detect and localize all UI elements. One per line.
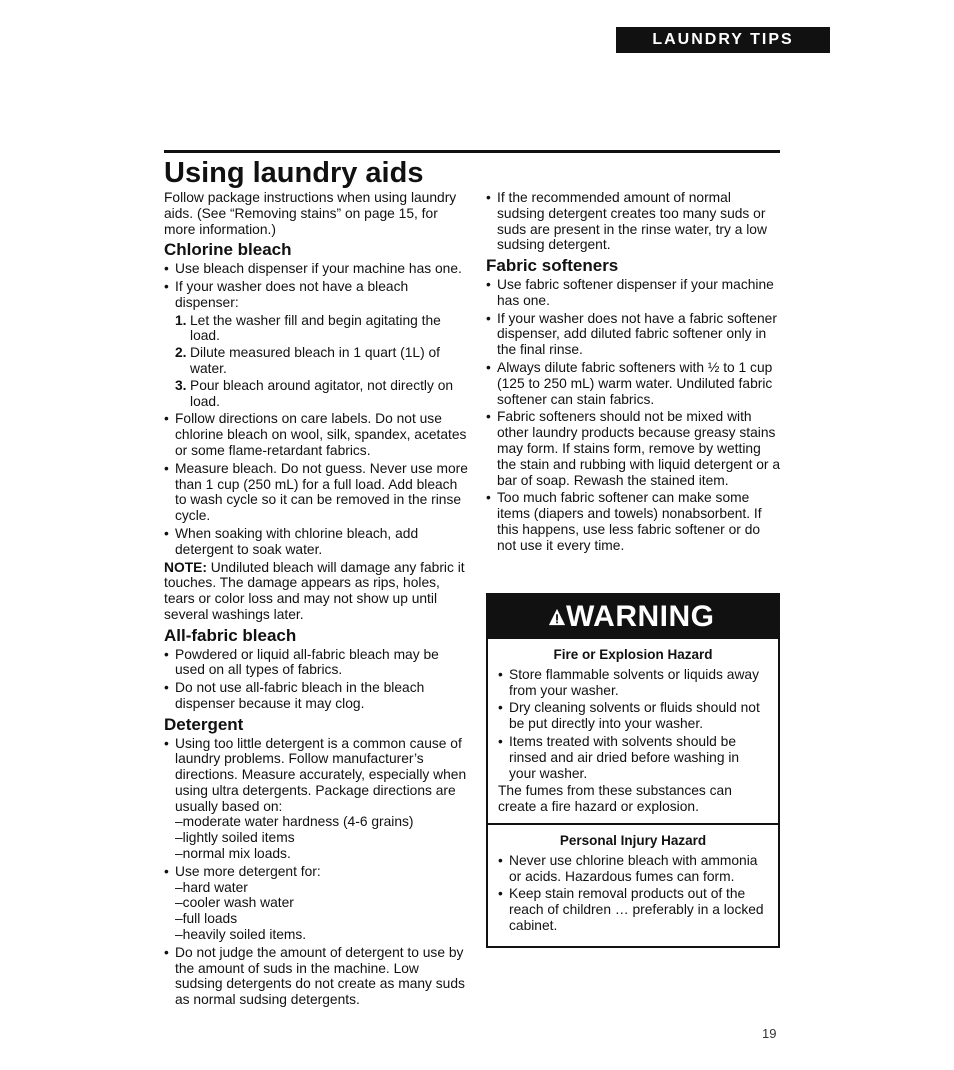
title-rule — [164, 150, 780, 153]
fire-hazard-text: The fumes from these substances can create a fire hazard or explosion. — [498, 783, 732, 815]
step-number: 1. — [175, 312, 187, 328]
hazard-divider — [488, 823, 778, 825]
step-item — [175, 378, 469, 410]
sub-item: –moderate water hardness (4-6 grains) — [175, 814, 414, 830]
injury-hazard-body — [488, 853, 778, 934]
list-item: • Use fabric softener dispenser if your machine has one. — [486, 277, 782, 309]
step-number: 2. — [175, 345, 187, 361]
step-text: Let the washer fill and begin agitating the load. — [190, 312, 441, 344]
step-item — [175, 313, 469, 345]
warning-box — [486, 593, 780, 948]
list-item-text: • Use more detergent for: — [175, 863, 321, 879]
injury-hazard-list — [498, 853, 768, 934]
warning-banner — [488, 595, 778, 639]
list-item: • If your washer does not have a fabric softener dispenser, add diluted fabric softener only in the final rinse. — [486, 311, 782, 358]
step-number: 3. — [175, 377, 187, 393]
list-item: • Keep stain removal products out of the reach of children … preferably in a locked cabinet. — [498, 886, 768, 933]
bleach-note — [164, 560, 469, 623]
list-item: • Measure bleach. Do not guess. Never use more than 1 cup (250 mL) for a full load. Add bleach to wash cycle so it can be removed in the rinse cycle. — [164, 461, 469, 524]
right-column — [486, 190, 782, 556]
list-item: • Do not use all-fabric bleach in the bleach dispenser because it may clog. — [164, 680, 469, 712]
fabric-softeners-heading: Fabric softeners — [486, 256, 619, 276]
note-text: Undiluted bleach will damage any fabric it touches. The damage appears as rips, holes, tears or color loss and may not show up until several washings later. — [164, 559, 465, 622]
detergent-continued-list — [486, 190, 782, 253]
list-item: • Items treated with solvents should be rinsed and air dried before washing in your washer. — [498, 734, 768, 781]
sub-item: –lightly soiled items — [175, 830, 295, 846]
list-item: • If your washer does not have a bleach dispenser: — [164, 279, 469, 311]
sub-item: –normal mix loads. — [175, 846, 291, 862]
detergent-heading: Detergent — [164, 714, 244, 734]
list-item: • If the recommended amount of normal sudsing detergent creates too many suds or suds are present in the rinse water, try a low sudsing detergent. — [486, 190, 782, 253]
chlorine-bleach-heading: Chlorine bleach — [164, 240, 292, 260]
detergent-list — [164, 736, 469, 1009]
list-item: • Fabric softeners should not be mixed with other laundry products because greasy stains may form. If stains form, remove by wetting the stain and rubbing with liquid detergent or a bar of soap. Rewash the stained item. — [486, 409, 782, 488]
list-item-text: • Using too little detergent is a common cause of laundry problems. Follow manufacturer’s directions. Measure accurately, especially when using ultra detergents. Package directions are usually based on: — [175, 735, 467, 814]
sub-item: –full loads — [175, 911, 238, 927]
note-label: NOTE: — [164, 559, 207, 575]
list-item: • Powdered or liquid all-fabric bleach may be used on all types of fabrics. — [164, 647, 469, 679]
sub-item: –hard water — [175, 879, 248, 895]
page-title: Using laundry aids — [164, 157, 424, 189]
step-item — [175, 345, 469, 377]
step-text: Dilute measured bleach in 1 quart (1L) of water. — [190, 345, 441, 376]
fire-hazard-title: Fire or Explosion Hazard — [553, 647, 713, 662]
sub-item: –heavily soiled items. — [175, 927, 307, 943]
list-item — [164, 736, 469, 862]
chlorine-list-a — [164, 261, 469, 310]
list-item: • Always dilute fabric softeners with ½ to 1 cup (125 to 250 mL) warm water. Undiluted fabric softener can stain fabrics. — [486, 360, 782, 407]
fabric-softeners-list — [486, 277, 782, 554]
injury-hazard-title: Personal Injury Hazard — [559, 832, 707, 848]
list-item: • Never use chlorine bleach with ammonia or acids. Hazardous fumes can form. — [498, 853, 768, 885]
fire-hazard-list — [498, 667, 768, 782]
warning-triangle-icon — [548, 607, 566, 627]
list-item: • Use bleach dispenser if your machine has one. — [164, 261, 469, 277]
chlorine-steps — [164, 313, 469, 410]
all-fabric-bleach-heading: All-fabric bleach — [164, 625, 297, 645]
list-item: • Too much fabric softener can make some items (diapers and towels) nonabsorbent. If this happens, use less fabric softener or do not use it every time. — [486, 490, 782, 553]
page-number: 19 — [762, 1026, 777, 1041]
list-item — [164, 864, 469, 943]
sub-item: –cooler wash water — [175, 895, 294, 911]
intro-text: Follow package instructions when using laundry aids. (See “Removing stains” on page 15, for more information.) — [164, 190, 457, 237]
list-item: • Dry cleaning solvents or fluids should not be put directly into your washer. — [498, 700, 768, 732]
list-item: • When soaking with chlorine bleach, add detergent to soak water. — [164, 526, 469, 558]
list-item: • Do not judge the amount of detergent to use by the amount of suds in the machine. Low sudsing detergents do not create as many suds as normal sudsing detergents. — [164, 945, 469, 1008]
list-item: • Store flammable solvents or liquids away from your washer. — [498, 667, 768, 699]
left-column — [164, 190, 469, 1010]
list-item: • Follow directions on care labels. Do not use chlorine bleach on wool, silk, spandex, acetates or some flame-retardant fabrics. — [164, 411, 469, 458]
fire-hazard-body — [488, 667, 778, 815]
section-tab: LAUNDRY TIPS — [616, 27, 830, 53]
step-text: Pour bleach around agitator, not directly on load. — [190, 377, 454, 409]
all-fabric-list — [164, 647, 469, 712]
warning-label: WARNING — [566, 600, 715, 634]
chlorine-list-b — [164, 411, 469, 557]
